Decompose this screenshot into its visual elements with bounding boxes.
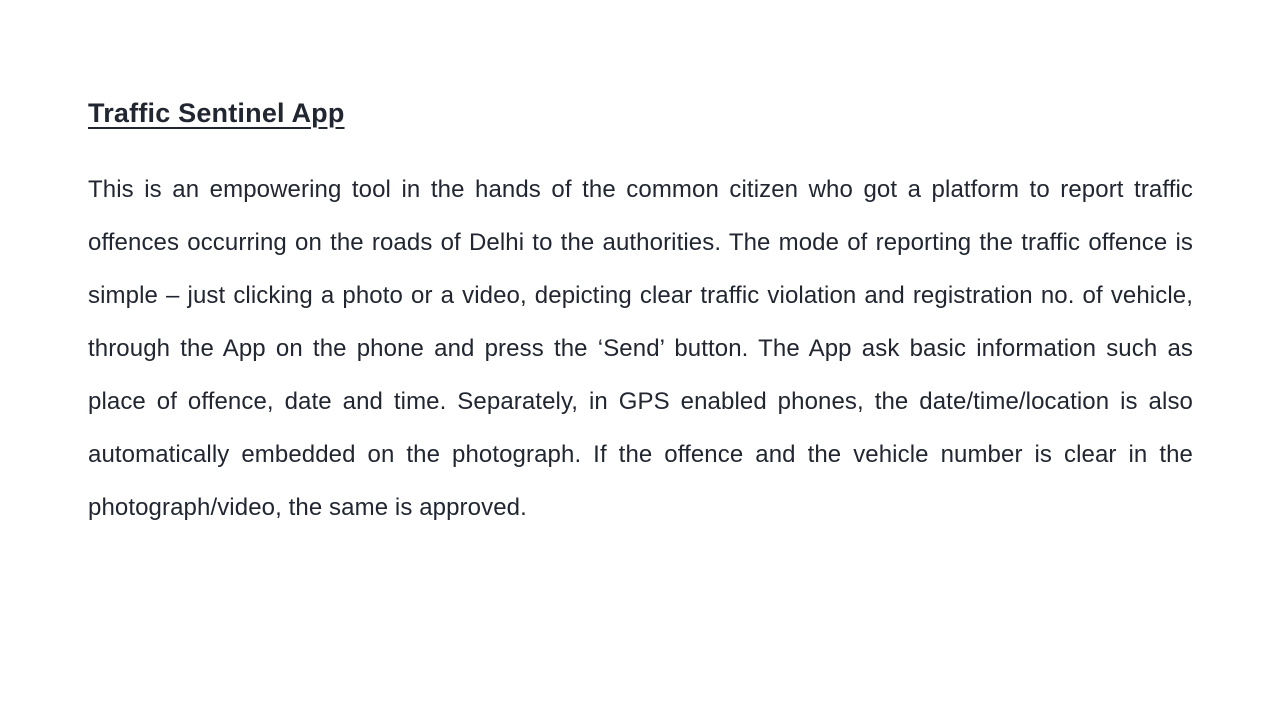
- document-content: [88, 98, 1193, 534]
- document-heading: Traffic Sentinel App: [88, 98, 345, 128]
- document-paragraph: This is an empowering tool in the hands of the common citizen who got a platform to report traffic offences occurring on the roads of Delhi to the authorities. The mode of reporting the traffic offence is simple – just clicking a photo or a video, depicting clear traffic violation and registration no. of vehicle, through the App on the phone and press the ‘Send’ button. The App ask basic information such as place of offence, date and time. Separately, in GPS enabled phones, the date/time/location is also automatically embedded on the photograph. If the offence and the vehicle number is clear in the photograph/video, the same is approved.: [88, 176, 1193, 521]
